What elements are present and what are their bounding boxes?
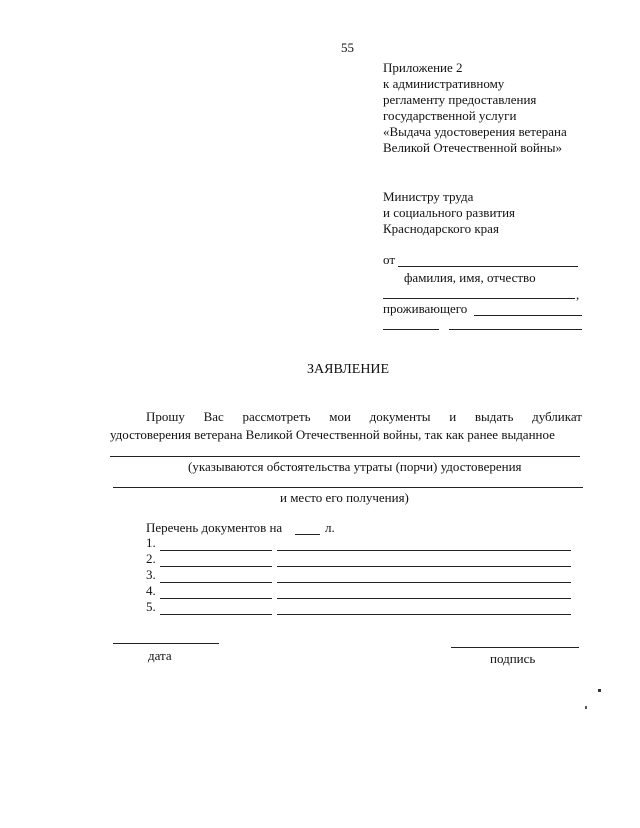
signature-line[interactable] [451,647,579,648]
document-item-number: 3. [146,567,156,582]
scan-speck [585,706,587,709]
document-item-line[interactable] [160,566,272,567]
from-name-line[interactable] [398,266,578,267]
addressee-line: Краснодарского края [383,221,499,236]
addressee-line: и социального развития [383,205,516,220]
address-line-2b[interactable] [449,329,582,330]
document-item-line[interactable] [277,614,571,615]
body-line-2: удостоверения ветерана Великой Отечественной войны, так как ранее выданное [110,427,555,442]
page-number: 55 [341,40,354,55]
appendix-line: «Выдача удостоверения ветерана [383,124,567,139]
circumstances-line-2[interactable] [113,487,583,488]
document-item-number: 5. [146,599,156,614]
addressee-line: Министру труда [383,189,474,204]
appendix-line: Великой Отечественной войны» [383,140,562,155]
document-item-line[interactable] [160,582,272,583]
appendix-line: регламенту предоставления [383,92,537,107]
document-item-number: 4. [146,583,156,598]
document-item-number: 2. [146,551,156,566]
address-line-1[interactable] [474,315,582,316]
date-line[interactable] [113,643,219,644]
document-item-number: 1. [146,535,156,550]
appendix-line: Приложение 2 [383,60,463,75]
document-item-line[interactable] [277,550,571,551]
pages-unit: л. [325,520,335,535]
name-caption: фамилия, имя, отчество [404,270,536,285]
document-item-line[interactable] [277,582,571,583]
document-item-line[interactable] [160,598,272,599]
from-label: от [383,252,396,267]
body-line-1: Прошу Вас рассмотреть мои документы и выдать дубликат [146,409,582,424]
appendix-line: государственной услуги [383,108,517,123]
signature-label: подпись [490,651,536,666]
document-item-line[interactable] [277,566,571,567]
appendix-line: к административному [383,76,505,91]
document-title: ЗАЯВЛЕНИЕ [307,362,390,377]
comma: , [576,287,580,302]
place-caption: и место его получения) [280,490,409,505]
address-line-2a[interactable] [383,329,439,330]
document-item-line[interactable] [160,550,272,551]
circumstances-caption: (указываются обстоятельства утраты (порчи) удостоверения [188,459,522,474]
document-item-line[interactable] [277,598,571,599]
from-name-line-2[interactable] [383,298,575,299]
date-label: дата [148,648,172,663]
documents-heading: Перечень документов на [146,520,283,535]
scan-speck [598,689,601,692]
pages-count-line[interactable] [295,534,320,535]
residing-label: проживающего [383,301,468,316]
circumstances-line-1[interactable] [110,456,580,457]
document-item-line[interactable] [160,614,272,615]
